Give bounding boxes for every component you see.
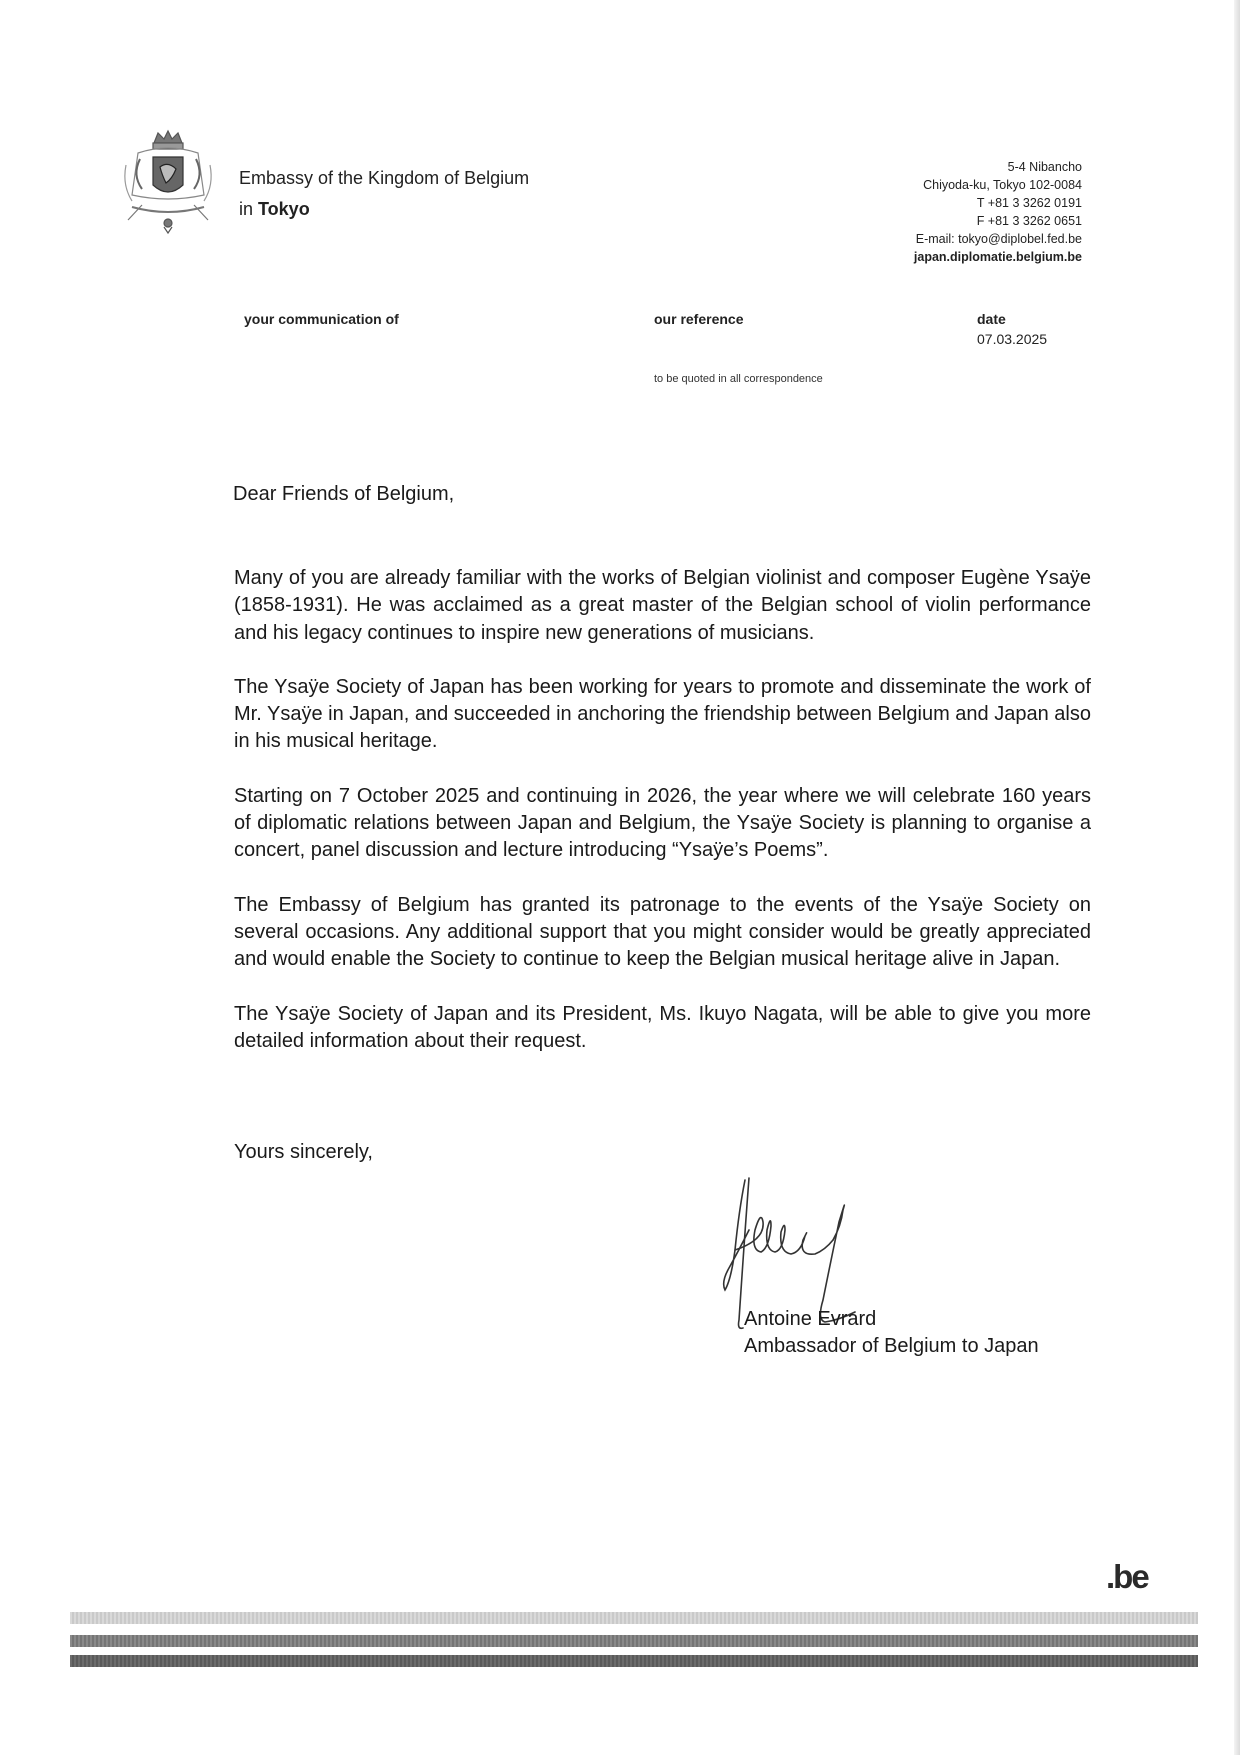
signer-block xyxy=(744,1306,1039,1360)
your-communication-label: your communication of xyxy=(244,311,399,327)
address-email: E-mail: tokyo@diplobel.fed.be xyxy=(915,232,1082,246)
address-city: Chiyoda-ku, Tokyo 102-0084 xyxy=(923,178,1082,192)
signer-title: Ambassador of Belgium to Japan xyxy=(744,1335,1039,1357)
letter-body xyxy=(234,565,1091,1082)
embassy-line-2-prefix: in xyxy=(239,199,259,219)
letter-paragraph: Many of you are already familiar with the works of Belgian violinist and composer Eugène Ysaÿe (1858-1931). He was acclaimed as a great master of the Belgian school of violin performance and his legacy continues to inspire new generations of musicians. xyxy=(234,567,1091,644)
address-street: 5-4 Nibancho xyxy=(1007,160,1082,174)
embassy-address-block xyxy=(914,158,1082,266)
belgium-be-logo: .be xyxy=(1106,1558,1148,1595)
signer-name: Antoine Evrard xyxy=(744,1308,877,1330)
address-fax: F +81 3 3262 0651 xyxy=(976,214,1082,228)
belgian-coat-of-arms-icon xyxy=(118,125,218,235)
letter-paragraph: Starting on 7 October 2025 and continuing in 2026, the year where we will celebrate 160 years of diplomatic relations between Japan and Belgium, the Ysaÿe Society is planning to organise a concert, panel discussion and lecture introducing “Ysaÿe’s Poems”. xyxy=(234,784,1091,862)
letter-paragraph: The Embassy of Belgium has granted its patronage to the events of the Ysaÿe Society on several occasions. Any additional support that you might consider would be greatly appreciated and would enable the Society to continue to keep the Belgian musical heritage alive in Japan. xyxy=(234,893,1091,971)
letter-paragraph: The Ysaÿe Society of Japan and its President, Ms. Ikuyo Nagata, will be able to give you more detailed information about their request. xyxy=(234,1002,1091,1052)
reference-quote-note: to be quoted in all correspondence xyxy=(654,373,823,385)
date-value: 07.03.2025 xyxy=(977,331,1048,347)
embassy-line-1: Embassy of the Kingdom of Belgium xyxy=(239,168,530,188)
scan-page-edge xyxy=(1234,0,1240,1755)
footer-stripe-light xyxy=(70,1612,1198,1624)
footer-stripe-medium xyxy=(70,1635,1198,1647)
date-label: date xyxy=(977,311,1006,327)
embassy-name xyxy=(239,163,529,225)
letter-paragraph: The Ysaÿe Society of Japan has been working for years to promote and disseminate the work of Mr. Ysaÿe in Japan, and succeeded in anchoring the friendship between Belgium and Japan also in his musical heritage. xyxy=(234,675,1091,753)
address-phone: T +81 3 3262 0191 xyxy=(976,196,1082,210)
our-reference-label: our reference xyxy=(654,311,744,327)
letter-salutation: Dear Friends of Belgium, xyxy=(233,483,455,505)
footer-stripe-dark xyxy=(70,1655,1198,1667)
letter-closing: Yours sincerely, xyxy=(234,1141,373,1163)
address-website: japan.diplomatie.belgium.be xyxy=(913,250,1082,264)
embassy-city: Tokyo xyxy=(258,199,310,219)
embassy-line-2 xyxy=(239,194,529,225)
